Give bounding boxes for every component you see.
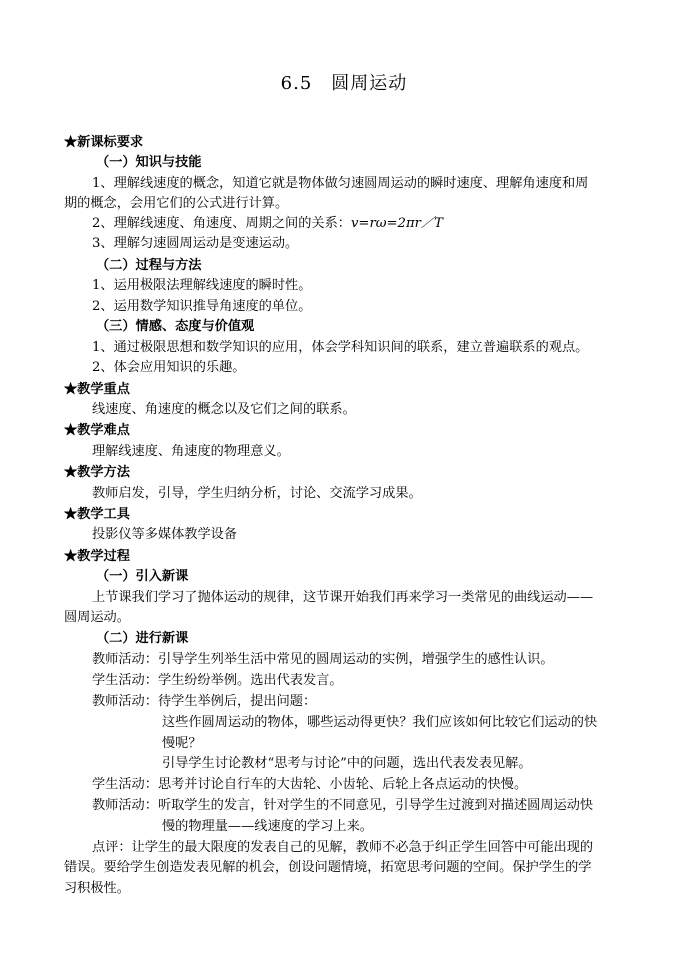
paragraph-line: 线速度、角速度的概念以及它们之间的联系。 [92,402,356,417]
paragraph-line [92,214,443,234]
activity-continuation: 慢呢？ [162,736,202,751]
activity-label: 教师活动： [92,652,158,667]
subheading-knowledge: （一）知识与技能 [96,155,202,170]
comment-line: 错误。要给学生创造发表见解的机会，创设问题情境，拓宽思考问题的空间。保护学生的学 [64,860,592,875]
paragraph-line: 理解线速度、角速度的物理意义。 [92,444,290,459]
relation-formula: v=rω=2πr／T [350,216,443,231]
paragraph-line: 2、运用数学知识推导角速度的单位。 [92,299,312,314]
paragraph-line: 投影仪等多媒体教学设备 [92,527,238,542]
activity-row [92,671,343,691]
activity-row [92,692,316,712]
activity-continuation: 慢的物理量——线速度的学习上来。 [162,819,373,834]
relation-text: 2、理解线速度、角速度、周期之间的关系： [92,216,351,231]
comment-line: 点评：让学生的最大限度的发表自己的见解，教师不必急于纠正学生回答中可能出现的 [92,840,594,855]
subheading-values: （三）情感、态度与价值观 [96,319,255,334]
paragraph-line: 1、理解线速度的概念，知道它就是物体做匀速圆周运动的瞬时速度、理解角速度和周 [92,176,589,191]
paragraph-line: 圆周运动。 [64,610,130,625]
activity-text: 听取学生的发言，针对学生的不同意见，引导学生过渡到对描述圆周运动快 [157,798,594,813]
page-title: 6.5 圆周运动 [280,73,408,94]
section-heading-process: ★教学过程 [64,549,130,564]
activity-row [92,775,527,795]
section-heading-tools: ★教学工具 [64,507,130,522]
section-heading-difficulty: ★教学难点 [64,423,130,438]
paragraph-line: 期的概念，会用它们的公式进行计算。 [64,196,289,211]
activity-continuation: 这些作圆周运动的物体，哪些运动得更快？我们应该如何比较它们运动的快 [162,715,598,730]
activity-text: 待学生举例后，提出问题： [157,694,317,709]
section-heading-goals: ★新课标要求 [64,135,144,150]
section-heading-key: ★教学重点 [64,382,130,397]
paragraph-line: 教师启发，引导，学生归纳分析，讨论、交流学习成果。 [92,486,422,501]
paragraph-line: 2、体会应用知识的乐趣。 [92,360,246,375]
activity-row [92,650,554,670]
section-heading-method: ★教学方法 [64,465,130,480]
activity-text: 引导学生列举生活中常见的圆周运动的实例，增强学生的感性认识。 [157,652,554,667]
activity-text: 思考并讨论自行车的大齿轮、小齿轮、后轮上各点运动的快慢。 [157,777,528,792]
comment-line: 习积极性。 [64,881,130,896]
activity-label: 教师活动： [92,694,158,709]
activity-continuation: 引导学生讨论教材“思考与讨论”中的问题，选出代表发表见解。 [162,756,532,771]
subheading-new-lesson: （二）进行新课 [96,631,189,646]
activity-row [92,796,593,816]
activity-label: 学生活动： [92,673,158,688]
activity-label: 学生活动： [92,777,158,792]
paragraph-line: 上节课我们学习了抛体运动的规律，这节课开始我们再来学习一类常见的曲线运动—— [92,590,594,605]
paragraph-line: 3、理解匀速圆周运动是变速运动。 [92,236,299,251]
activity-text: 学生纷纷举例。选出代表发言。 [157,673,343,688]
subheading-process-method: （二）过程与方法 [96,258,202,273]
paragraph-line: 1、运用极限法理解线速度的瞬时性。 [92,278,312,293]
paragraph-line: 1、通过极限思想和数学知识的应用，体会学科知识间的联系，建立普遍联系的观点。 [92,340,589,355]
activity-label: 教师活动： [92,798,158,813]
subheading-intro: （一）引入新课 [96,569,189,584]
